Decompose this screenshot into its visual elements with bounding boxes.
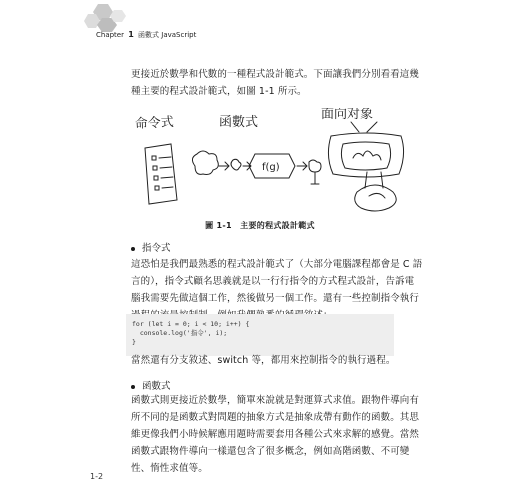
after-code-paragraph: 當然還有分支敘述、switch 等，都用來控制指令的執行過程。 bbox=[131, 355, 396, 366]
chapter-title: 函數式 JavaScript bbox=[138, 31, 197, 39]
section-heading-functional bbox=[131, 378, 171, 392]
functional-flow-drawing bbox=[192, 151, 321, 184]
bullet-icon bbox=[131, 385, 135, 389]
oop-tv-drawing bbox=[328, 122, 403, 211]
chapter-number: 1 bbox=[128, 30, 134, 39]
fn-box-text: f(g) bbox=[262, 162, 280, 173]
bullet-icon bbox=[131, 247, 135, 251]
figure-label-functional: 函數式 bbox=[219, 115, 259, 130]
page-number: 1-2 bbox=[90, 472, 104, 481]
section-heading-text: 函數式 bbox=[142, 381, 171, 392]
imperative-list-drawing bbox=[145, 144, 177, 204]
section-heading-text: 指令式 bbox=[142, 243, 171, 254]
chapter-hexagon-icon bbox=[84, 2, 130, 32]
imperative-paragraph: 這恐怕是我們最熟悉的程式設計範式了（大部分電腦課程都會是 C 語言的），指令式顧名思義就是以一行行指令的方式程式設計，告訴電腦我需要先做這個工作，然後做另一個工作。還有一些控制指令執行 bbox=[131, 259, 423, 304]
paradigm-figure bbox=[131, 108, 421, 216]
intro-paragraph: 更接近於數學和代數的一種程式設計範式。下面讓我們分別看看這幾種主要的程式設計範式，如圖 1-1 所示。 bbox=[131, 69, 420, 97]
chapter-word: Chapter bbox=[96, 31, 124, 39]
figure-label-imperative: 命令式 bbox=[134, 114, 175, 132]
code-block: for (let i = 0; i < 10; i++) { console.log('指令', i); } bbox=[126, 314, 394, 356]
chapter-header bbox=[96, 30, 196, 40]
figure-caption: 圖 1-1 主要的程式設計範式 bbox=[205, 221, 315, 230]
functional-paragraph: 函數式則更接近於數學，簡單來說就是對運算式求值。跟物件導向有所不同的是函數式對問題的抽象方式是抽象成帶有動作的函數。其思維更像我們小時候解應用題時需要套用各種公式來求解的感覺。當然函數式跟物件導向一樣還包含了很多概念，例如高階函數、不可變性、惰性求值等。 bbox=[131, 395, 420, 474]
figure-label-oop: 面向对象 bbox=[321, 108, 374, 122]
section-heading-imperative bbox=[131, 240, 171, 254]
